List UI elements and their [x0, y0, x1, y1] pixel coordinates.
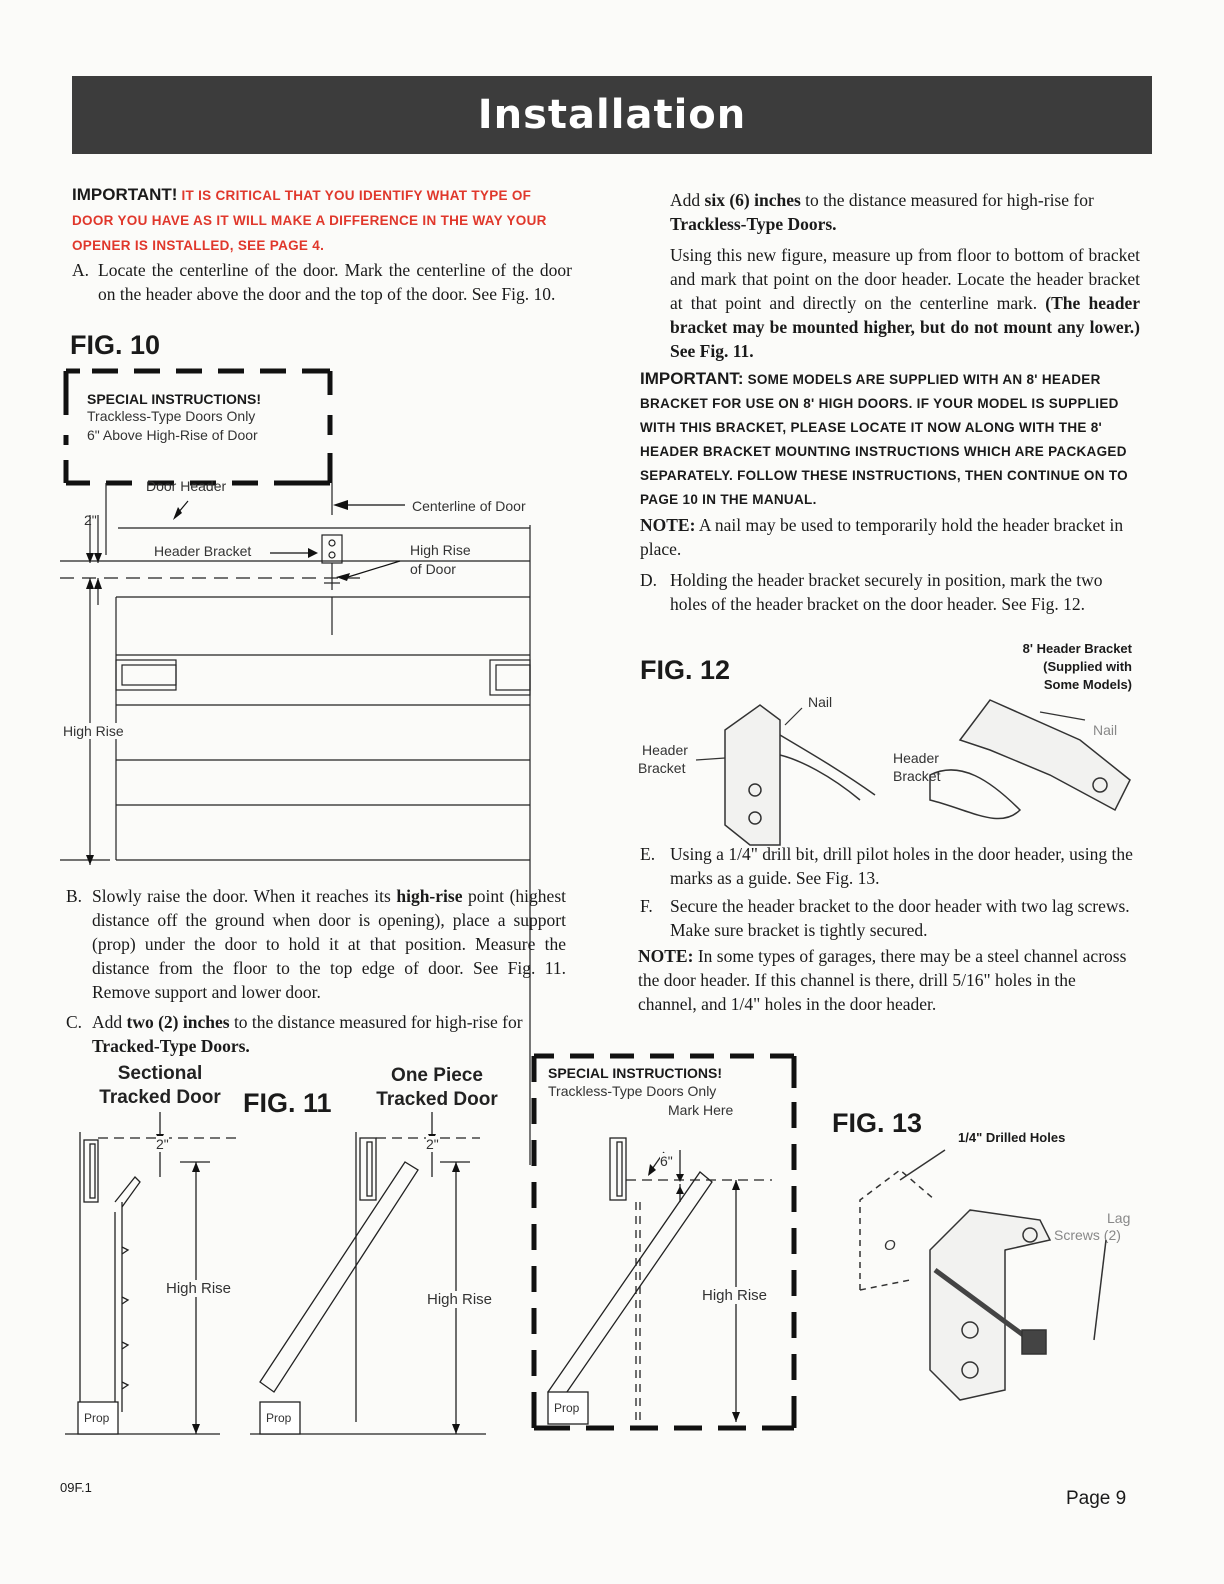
nail-label: Nail — [808, 694, 833, 710]
fig10-title: FIG. 10 — [70, 330, 161, 360]
two-inch-label: 2" — [84, 512, 97, 528]
fig13-title: FIG. 13 — [832, 1108, 923, 1138]
step-f: F. Secure the header bracket to the door header with two lag screws. Make sure bracket is tightly secured. — [640, 896, 1130, 940]
high-rise-label: High Rise — [410, 542, 471, 558]
important-text: IT IS CRITICAL THAT YOU IDENTIFY WHAT TYPE OF DOOR YOU HAVE AS IT WILL MAKE A DIFFERENCE IN THE WAY YOUR OPENER IS INSTALLED, SEE PAGE 4. — [72, 188, 547, 253]
sectional-label: Sectional Tracked Door — [99, 1063, 221, 1108]
using-new-figure-paragraph: Using this new figure, measure up from floor to bottom of bracket and mark that point on the door header. Locate the header bracket at that point and directly on the centerline mark. (The header bracket may be mounted higher, but do not mount any lower.) See Fig. 11. — [670, 245, 1140, 361]
prop-c: Prop — [554, 1401, 580, 1415]
important-notice — [72, 183, 570, 258]
important-label: IMPORTANT! — [72, 185, 178, 204]
header2-label: Header — [893, 750, 939, 766]
doc-code: 09F.1 — [60, 1480, 92, 1495]
fig10-diagram — [60, 365, 580, 885]
high-rise-a: High Rise — [166, 1280, 232, 1297]
header-bracket-label: Header Bracket — [154, 543, 252, 559]
page-title: Installation — [72, 76, 1152, 154]
note1-paragraph: NOTE: A nail may be used to temporarily hold the header bracket in place. — [640, 515, 1124, 559]
page-number: Page 9 — [1066, 1488, 1127, 1509]
screws-label: Screws (2) — [1054, 1227, 1121, 1243]
step-e: E. Using a 1/4" drill bit, drill pilot holes in the door header, using the marks as a guide. See Fig. 13. — [640, 844, 1133, 888]
prop-a: Prop — [84, 1411, 110, 1425]
prop-b: Prop — [266, 1411, 292, 1425]
bracket1-label: Bracket — [638, 760, 686, 776]
high-rise-c: High Rise — [702, 1287, 768, 1304]
door-header-label: Door Header — [146, 478, 227, 494]
six-inch: 6" — [660, 1153, 673, 1169]
centerline-label: Centerline of Door — [412, 498, 526, 514]
special-instructions-title: SPECIAL INSTRUCTIONS! — [87, 391, 261, 407]
important2-notice — [640, 368, 1140, 512]
lag-label: Lag — [1107, 1210, 1131, 1226]
step-d: D. Holding the header bracket securely in position, mark the two holes of the header bracket on the door header. See Fig. 12. — [640, 570, 1103, 614]
drilled-holes-label: 1/4" Drilled Holes — [958, 1130, 1066, 1145]
two-inch-a: 2" — [156, 1136, 169, 1152]
high-rise-b: High Rise — [427, 1291, 493, 1308]
special2-line1: Trackless-Type Doors Only — [548, 1083, 717, 1099]
fig13-drawing — [840, 1140, 1140, 1400]
of-door-label: of Door — [410, 561, 456, 577]
important2-label: IMPORTANT: — [640, 369, 744, 388]
step-b: B. Slowly raise the door. When it reaches its high-rise point (highest distance off the ground when door is opening), place a support (prop) under the door to hold it at that position. Measure the distance from the floor to the top edge of door. See Fig. 11. Remove support and lower door. — [66, 886, 566, 1002]
special-line2: 6" Above High-Rise of Door — [87, 427, 258, 443]
two-inch-b: 2" — [426, 1136, 439, 1152]
add-six-paragraph: Add six (6) inches to the distance measured for high-rise for Trackless-Type Doors. — [670, 190, 1094, 234]
fig12-title: FIG. 12 — [640, 655, 731, 685]
fig11-title: FIG. 11 — [243, 1088, 332, 1118]
bracket8-label: 8' Header Bracket (Supplied with Some Models) — [1022, 641, 1132, 692]
step-a: A. Locate the centerline of the door. Mark the centerline of the door on the header above the door and the top of the door. See Fig. 10. — [72, 260, 572, 304]
bracket2-label: Bracket — [893, 768, 941, 784]
high-rise-side-label: High Rise — [63, 723, 124, 739]
step-c: C. Add two (2) inches to the distance measured for high-rise for Tracked-Type Doors. — [66, 1012, 523, 1056]
special2-title: SPECIAL INSTRUCTIONS! — [548, 1065, 722, 1081]
important2-text: SOME MODELS ARE SUPPLIED WITH AN 8' HEADER BRACKET FOR USE ON 8' HIGH DOORS. IF YOUR MODEL IS SUPPLIED WITH THIS BRACKET, PLEASE LOCATE IT NOW ALONG WITH THE 8' HEADER BRACKET MOUNTING INSTRUCTIONS WHICH ARE PACKAGED SEPARATELY. FOLLOW THESE INSTRUCTIONS, THEN CONTINUE ON TO PAGE 10 IN THE MANUAL. — [640, 372, 1128, 507]
fig12-drawing — [630, 660, 1150, 850]
nail2-label: Nail — [1093, 722, 1118, 738]
special-line1: Trackless-Type Doors Only — [87, 408, 256, 424]
svg-text:O: O — [884, 1237, 896, 1254]
one-piece-label: One Piece Tracked Door — [376, 1065, 498, 1110]
note2-paragraph: NOTE: In some types of garages, there may be a steel channel across the door header. If this channel is there, drill 5/16" holes in the channel, and 1/4" holes in the door header. — [638, 946, 1127, 1014]
mark-here-label: Mark Here — [668, 1102, 734, 1118]
header1-label: Header — [642, 742, 688, 758]
